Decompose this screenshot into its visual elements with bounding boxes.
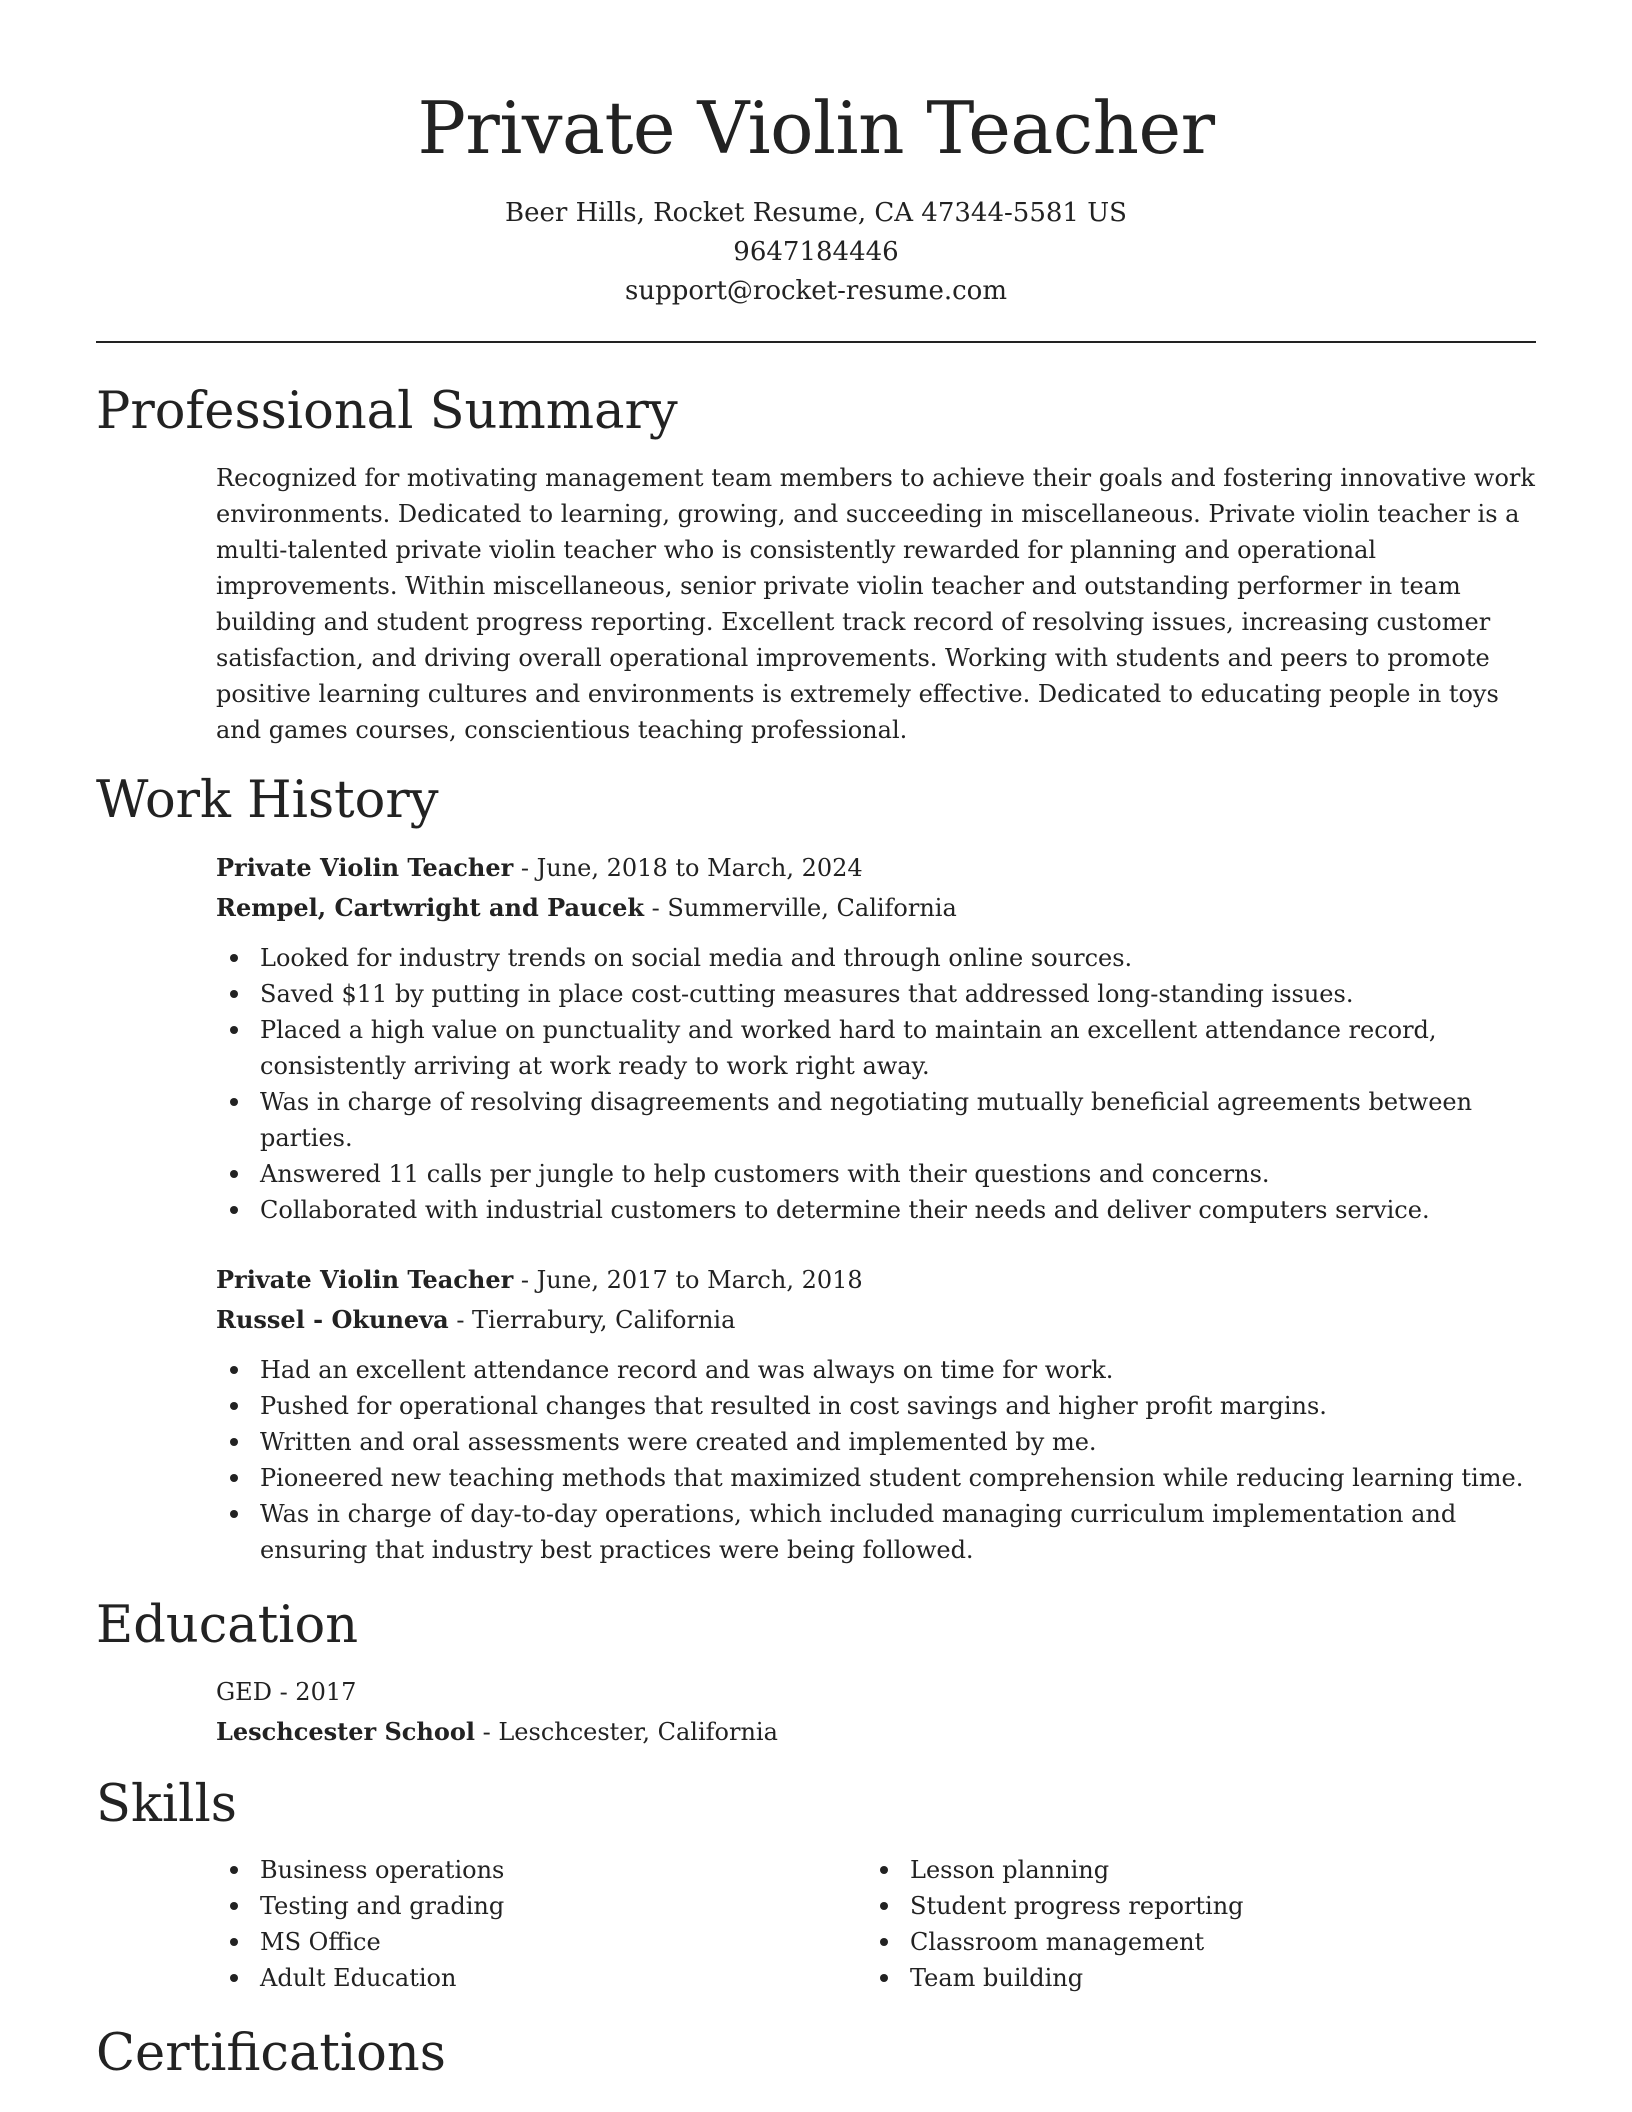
job-company-line	[216, 888, 1538, 928]
job-dates: - June, 2017 to March, 2018	[513, 1266, 863, 1294]
job-bullet: Was in charge of resolving disagreements and negotiating mutually beneficial agreements between parties.	[216, 1084, 1538, 1156]
skill-item: MS Office	[216, 1924, 866, 1960]
job-role: Private Violin Teacher	[216, 853, 514, 882]
education-heading: Education	[96, 1596, 359, 1655]
skill-item: Lesson planning	[866, 1852, 1516, 1888]
email: support@rocket-resume.com	[624, 276, 1007, 306]
school-name: Leschcester School	[216, 1717, 475, 1746]
job-company-line	[216, 1300, 1538, 1340]
job-bullet: Was in charge of day-to-day operations, which included managing curriculum implementation and ensuring that industry best practices were being followed.	[216, 1496, 1538, 1568]
skill-item: Classroom management	[866, 1924, 1516, 1960]
job-entry	[216, 1260, 1538, 1568]
degree-line: GED - 2017	[216, 1678, 357, 1706]
resume-header	[0, 0, 1632, 311]
school-location: - Leschcester, California	[475, 1718, 778, 1746]
job-title-line	[216, 848, 1538, 888]
contact-info	[0, 194, 1632, 311]
job-entry	[216, 848, 1538, 1228]
skills-column-right	[866, 1852, 1516, 1996]
job-bullet: Answered 11 calls per jungle to help customers with their questions and concerns.	[216, 1156, 1538, 1192]
company-name: Rempel, Cartwright and Paucek	[216, 893, 645, 922]
job-bullet: Collaborated with industrial customers to determine their needs and deliver computers service.	[216, 1192, 1538, 1228]
company-location: - Summerville, California	[644, 894, 957, 922]
job-bullet: Written and oral assessments were created and implemented by me.	[216, 1424, 1538, 1460]
phone: 9647184446	[733, 237, 899, 267]
skill-item: Team building	[866, 1960, 1516, 1996]
job-title-line	[216, 1260, 1538, 1300]
address: Beer Hills, Rocket Resume, CA 47344-5581 US	[505, 198, 1127, 228]
summary-text: Recognized for motivating management team members to achieve their goals and fostering innovative work environments. Dedicated to learning, growing, and succeeding in miscellaneous. Private violin teacher is a multi-talented private violin teacher who is consistently rewarded for planning and operational improvements. Within miscellaneous, senior private violin teacher and outstanding performer in team building and student progress reporting. Excellent track record of resolving issues, increasing customer satisfaction, and driving overall operational improvements. Working with students and peers to promote positive learning cultures and environments is extremely effective. Dedicated to educating people in toys and games courses, conscientious teaching professional.	[216, 464, 1535, 744]
job-bullet: Placed a high value on punctuality and worked hard to maintain an excellent attendance record, consistently arriving at work ready to work right away.	[216, 1012, 1538, 1084]
header-divider	[96, 341, 1536, 343]
job-bullet: Pushed for operational changes that resulted in cost savings and higher profit margins.	[216, 1388, 1538, 1424]
job-bullet-list	[216, 940, 1538, 1228]
company-name: Russel - Okuneva	[216, 1305, 449, 1334]
work-history-heading: Work History	[96, 771, 439, 830]
skill-item: Adult Education	[216, 1960, 866, 1996]
skill-item: Testing and grading	[216, 1888, 866, 1924]
education-entry	[216, 1672, 1538, 1752]
skills-heading: Skills	[96, 1775, 237, 1834]
skills-list	[216, 1852, 1538, 1996]
summary-heading: Professional Summary	[96, 382, 678, 441]
job-dates: - June, 2018 to March, 2024	[513, 854, 863, 882]
company-location: - Tierrabury, California	[448, 1306, 736, 1334]
skills-column-left	[216, 1852, 866, 1996]
skill-item: Business operations	[216, 1852, 866, 1888]
job-bullet: Had an excellent attendance record and was always on time for work.	[216, 1352, 1538, 1388]
job-bullet: Saved $11 by putting in place cost-cutting measures that addressed long-standing issues.	[216, 976, 1538, 1012]
skill-item: Student progress reporting	[866, 1888, 1516, 1924]
job-bullet-list	[216, 1352, 1538, 1568]
job-bullet: Pioneered new teaching methods that maximized student comprehension while reducing learning time.	[216, 1460, 1538, 1496]
certifications-heading: Certifications	[96, 2024, 446, 2083]
school-line	[216, 1712, 1538, 1752]
candidate-name: Private Violin Teacher	[417, 86, 1215, 170]
job-bullet: Looked for industry trends on social media and through online sources.	[216, 940, 1538, 976]
job-role: Private Violin Teacher	[216, 1265, 514, 1294]
